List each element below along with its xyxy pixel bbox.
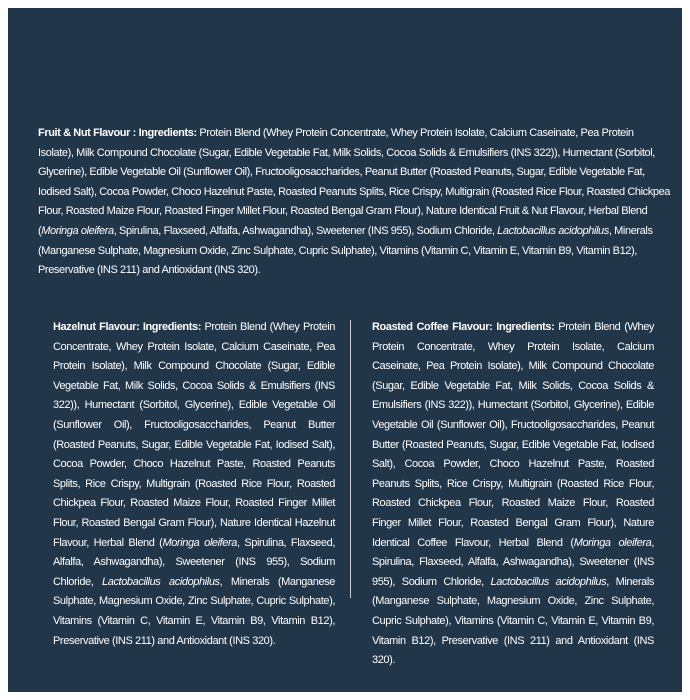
hazelnut-italic-1: Moringa oleifera — [162, 536, 237, 549]
roasted-coffee-text-2: , Spirulina, Flaxseed, Alfalfa, Ashwagandha), Sweetener (INS 955), Sodium Chloride, — [372, 536, 654, 588]
hazelnut-text-1: Protein Blend (Whey Protein Concentrate, Whey Protein Isolate, Calcium Caseinate, Pea Protein Isolate), Milk Compound Chocolate (Sugar, Edible Vegetable Fat, Milk Solids, Cocoa Solids & Emulsifiers (INS 322)), Humectant (Sorbitol, Glycerine), Edible Vegetable Oil (Sunflower Oil), Fructooligosaccharides, Peanut Butter (Roasted Peanuts, Sugar, Edible Vegetable Fat, Iodised Salt), Cocoa Powder, Choco Hazelnut Paste, Roasted Peanuts Splits, Rice Crispy, Multigrain (Roasted Rice Flour, Roasted Chickpea Flour, Roasted Maize Flour, Roasted Finger Millet Flour, Roasted Bengal Gram Flour), Nature Identical Hazelnut Flavour, Herbal Blend ( — [53, 321, 335, 549]
roasted-coffee-italic-1: Moringa oleifera — [573, 536, 652, 549]
hazelnut-italic-2: Lactobacillus acidophilus — [102, 575, 220, 588]
fruit-nut-italic-1: Moringa oleifera — [41, 224, 114, 237]
ingredients-panel — [8, 8, 682, 692]
fruit-nut-italic-2: Lactobacillus acidophilus — [497, 224, 609, 237]
roasted-coffee-text-1: Protein Blend (Whey Protein Concentrate, Whey Protein Isolate, Calcium Caseinate, Pea Protein Isolate), Milk Compound Chocolate (Sugar, Edible Vegetable Fat, Milk Solids, Cocoa Solids & Emulsifiers (INS 322)), Humectant (Sorbitol, Glycerine), Edible Vegetable Oil (Sunflower Oil), Fructooligosaccharides, Peanut Butter (Roasted Peanuts, Sugar, Edible Vegetable Fat, Iodised Salt), Cocoa Powder, Choco Hazelnut Paste, Roasted Peanuts Splits, Rice Crispy, Multigrain (Roasted Rice Flour, Roasted Chickpea Flour, Roasted Maize Flour, Roasted Finger Millet Flour, Roasted Bengal Gram Flour), Nature Identical Coffee Flavour, Herbal Blend ( — [372, 321, 655, 549]
fruit-nut-heading: Fruit & Nut Flavour : Ingredients: — [38, 127, 197, 139]
hazelnut-heading: Hazelnut Flavour: Ingredients: — [53, 321, 201, 333]
hazelnut-ingredients — [53, 318, 335, 651]
hazelnut-text-2: , Spirulina, Flaxseed, Alfalfa, Ashwagandha), Sweetener (INS 955), Sodium Chloride, — [53, 536, 335, 588]
fruit-nut-text-2: , Spirulina, Flaxseed, Alfalfa, Ashwagandha), Sweetener (INS 955), Sodium Chloride, — [113, 224, 498, 237]
roasted-coffee-heading: Roasted Coffee Flavour: Ingredients: — [372, 321, 555, 333]
fruit-nut-ingredients — [38, 124, 670, 281]
roasted-coffee-text-3: , Minerals (Manganese Sulphate, Magnesium Oxide, Zinc Sulphate, Cupric Sulphate), Vitamins (Vitamin C, Vitamin E, Vitamin B9, Vitamin B12), Preservative (INS 211) and Antioxidant (INS 320). — [372, 575, 654, 667]
fruit-nut-text-3: , Minerals (Manganese Sulphate, Magnesium Oxide, Zinc Sulphate, Cupric Sulphate), Vitamins (Vitamin C, Vitamin E, Vitamin B9, Vitamin B12), Preservative (INS 211) and Antioxidant (INS 320). — [38, 224, 653, 277]
roasted-coffee-italic-2: Lactobacillus acidophilus — [490, 575, 607, 588]
fruit-nut-text-1: Protein Blend (Whey Protein Concentrate, Whey Protein Isolate, Calcium Caseinate, Pea Protein Isolate), Milk Compound Chocolate (Sugar, Edible Vegetable Fat, Milk Solids, Cocoa Solids & Emulsifiers (INS 322)), Humectant (Sorbitol, Glycerine), Edible Vegetable Oil (Sunflower Oil), Fructooligosaccharides, Peanut Butter (Roasted Peanuts, Sugar, Edible Vegetable Fat, Iodised Salt), Cocoa Powder, Choco Hazelnut Paste, Roasted Peanuts Splits, Rice Crispy, Multigrain (Roasted Rice Flour, Roasted Chickpea Flour, Roasted Maize Flour, Roasted Finger Millet Flour, Roasted Bengal Gram Flour), Nature Identical Fruit & Nut Flavour, Herbal Blend ( — [38, 127, 671, 237]
hazelnut-text-3: , Minerals (Manganese Sulphate, Magnesium Oxide, Zinc Sulphate, Cupric Sulphate), Vitamins (Vitamin C, Vitamin E, Vitamin B9, Vitamin B12), Preservative (INS 211) and Antioxidant (INS 320). — [53, 575, 335, 647]
column-divider — [350, 320, 351, 598]
roasted-coffee-ingredients — [372, 318, 654, 671]
